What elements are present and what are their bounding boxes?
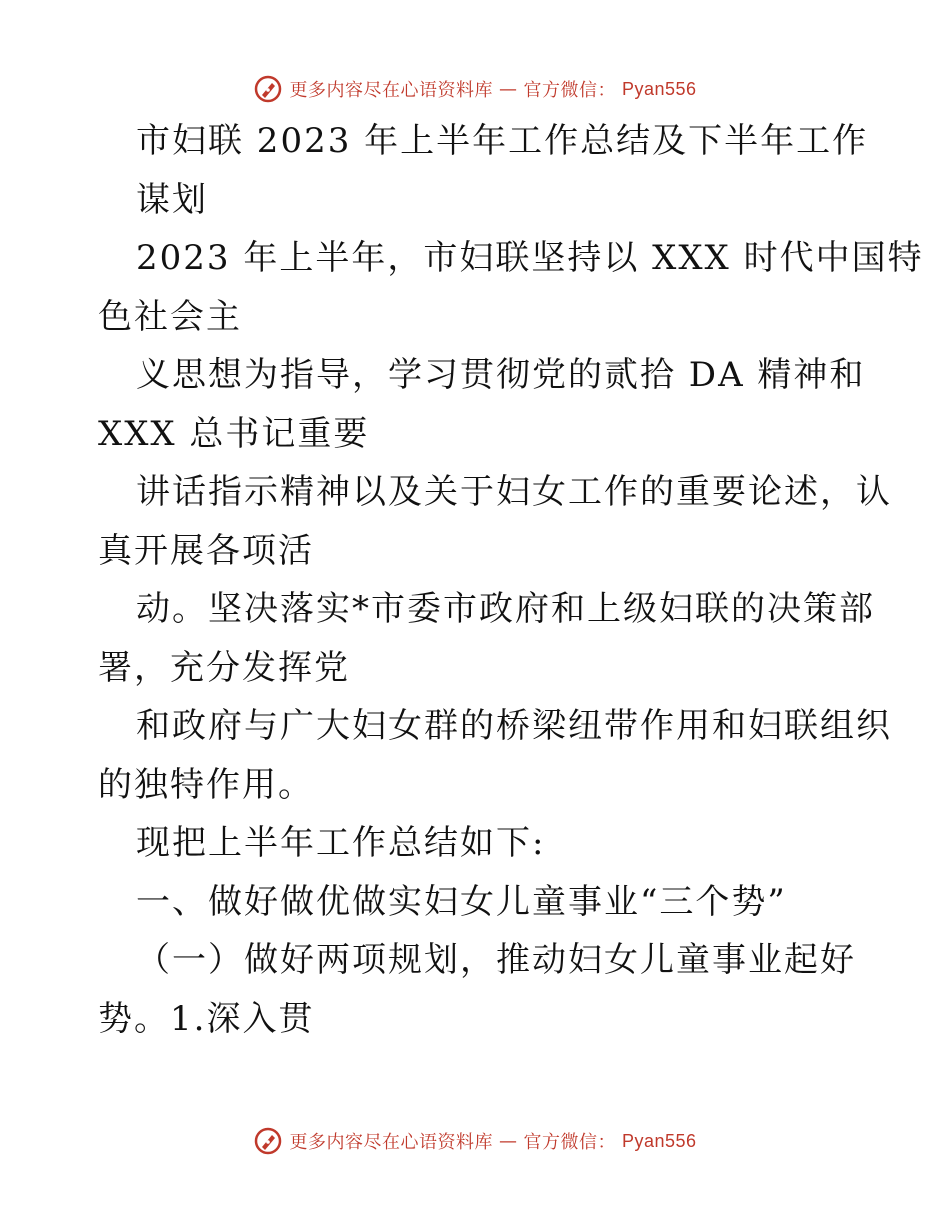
document-line: 势。1.深入贯 [98,998,315,1039]
pen-nib-logo-icon [253,1126,283,1156]
document-line: 市妇联 2023 年上半年工作总结及下半年工作 [136,121,869,161]
document-line: 动。坚决落实*市委市政府和上级妇联的决策部 [136,589,875,629]
watermark-id: Pyan556 [621,78,697,99]
watermark-main-text: 更多内容尽在心语资料库 [289,1132,493,1153]
document-line: 的独特作用。 [98,764,314,805]
watermark-prefix: 官方微信： [523,80,616,101]
watermark-footer [0,1124,950,1158]
document-line: XXX 总书记重要 [98,413,370,454]
document-line: 署，充分发挥党 [98,647,350,688]
document-line: （一）做好两项规划，推动妇女儿童事业起好 [136,940,856,980]
document-line: 谋划 [136,179,208,220]
document-line: 色社会主 [98,296,242,337]
document-line: 现把上半年工作总结如下: [136,823,546,863]
document-line: 一、做好做优做实妇女儿童事业“三个势” [136,881,787,922]
document-line: 义思想为指导，学习贯彻党的贰拾 DA 精神和 [136,355,866,395]
watermark-separator: — [498,1130,518,1152]
watermark-main-text: 更多内容尽在心语资料库 [289,80,493,101]
document-line: 真开展各项活 [98,530,314,571]
watermark-header [0,72,950,106]
watermark-id: Pyan556 [621,1130,697,1151]
document-line: 2023 年上半年，市妇联坚持以 XXX 时代中国特 [136,238,924,278]
watermark-separator: — [498,78,518,100]
pen-nib-logo-icon [253,74,283,104]
document-line: 和政府与广大妇女群的桥梁纽带作用和妇联组织 [136,706,892,746]
document-line: 讲话指示精神以及关于妇女工作的重要论述，认 [136,472,892,512]
watermark-prefix: 官方微信： [523,1132,616,1153]
document-body [98,112,924,1048]
